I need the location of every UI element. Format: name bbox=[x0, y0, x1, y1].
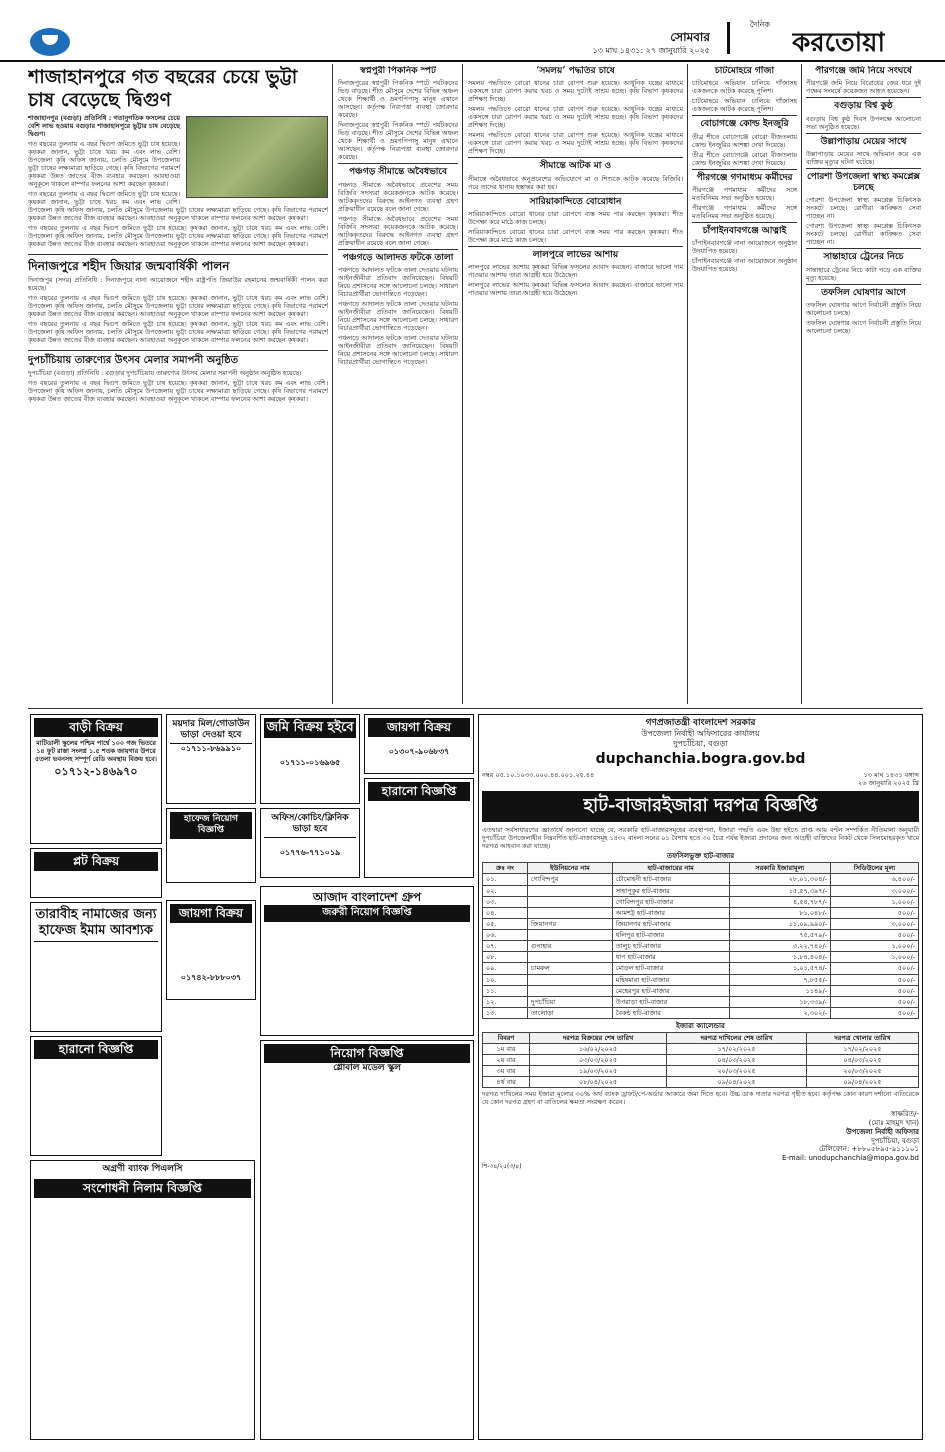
sched-cell: ০৯/০৪/২০২৫ bbox=[806, 1077, 918, 1088]
ad-mill-phone: ০১৭১১-৮৬৯৯১০ bbox=[180, 743, 242, 753]
lead-dateline: শাজাহানপুর (বগুড়া) প্রতিনিধি : গতানুগতিক ফসলের চেয়ে বেশি লাভ হওয়ায় বগুড়ার শাজাহানপুরে ভুট্টার চাষ বেড়েছে দ্বিগুণ। bbox=[28, 113, 180, 138]
sign-label: স্বাক্ষরিত/- bbox=[891, 1110, 919, 1119]
chapai-body: চাঁপাইনবাবগঞ্জে নানা আয়োজনে অনুষ্ঠান উদযাপিত হয়েছে। bbox=[692, 239, 797, 255]
ad-house-title: বাড়ী বিক্রয় bbox=[34, 718, 158, 737]
sched-cell: ২০/০৩/২০২৫ bbox=[667, 1066, 807, 1077]
ullapara-body: উল্লাপাড়ায় মেয়ের সাথে অভিমান করে এক ব্যক্তির মৃত্যুর ঘটনা ঘটেছে। bbox=[806, 149, 921, 166]
tender-place: দুপচাঁচিয়া, বগুড়া bbox=[673, 739, 728, 749]
tender-cell-hat: গোবিন্দপুর হাট-বাজার bbox=[612, 896, 729, 907]
tender-cell-price: ১৫,৫৭,৩৯৭/- bbox=[729, 885, 830, 896]
sched-row bbox=[483, 1055, 919, 1066]
pirganj-clash-body: পীরগঞ্জে জমি নিয়ে বিরোধের জের ধরে দুই পক্ষের সংঘর্ষে কয়েকজন আহত হয়েছেন। bbox=[806, 79, 921, 96]
tender-cell-price: ২৮,০১,৩০৪/- bbox=[729, 874, 830, 885]
tender-cell-hat: আমশট্ট হাট-বাজার bbox=[612, 907, 729, 918]
schedule-body: তফসিল ঘোষণার আগে নির্বাচনী প্রস্তুতি নিয়ে আলোচনা চলছে। bbox=[806, 300, 921, 317]
sign-place: দুপচাঁচিয়া, বগুড়া bbox=[871, 1136, 919, 1145]
tender-cell-sl: ০৬. bbox=[483, 930, 528, 941]
sched-cell: ০৪/০৩/২০২৫ bbox=[667, 1055, 807, 1066]
ad-plot-2-title: জায়গা বিক্রয় bbox=[368, 718, 470, 737]
panchagarh-headline: পঞ্চগড় সীমান্তে অবৈধভাবে bbox=[338, 163, 458, 178]
tender-cell-price: ১১৪৯/- bbox=[729, 985, 830, 996]
sched-cell: ১৭/০২/২০২৫ bbox=[806, 1043, 918, 1054]
tender-cell-sl: ০৪. bbox=[483, 907, 528, 918]
issue-day: সোমবার bbox=[670, 30, 710, 44]
ad-plot-2-phone: ০১৩০৭-৯০৬৮৩৭ bbox=[388, 747, 450, 756]
col-fee: সিডিউলের মূল্য bbox=[831, 863, 919, 874]
sched-head: ইজারা ক্যালেন্ডার bbox=[676, 1022, 725, 1030]
santahar-body: সান্তাহারে ট্রেনের নিচে কাটা পড়ে এক ব্যক্তির মৃত্যু হয়েছে। bbox=[806, 265, 921, 282]
tender-cell-sl: ১০. bbox=[483, 974, 528, 985]
bochaganj-body: তীব্র শীতে বোচাগঞ্জে বোরো বীজতলায় কোল্ড ইনজুরির আশঙ্কা দেখা দিয়েছে। bbox=[692, 132, 797, 149]
pirganj-clash-headline: পীরগঞ্জে জমি নিয়ে সংঘর্ষে bbox=[815, 66, 912, 76]
court-body-3: পঞ্চগড়ে আদালত ফটকে তালা দেওয়ার ঘটনায় আইনজীবীরা প্রতিবাদ জানিয়েছেন। বিষয়টি নিয়ে প্রশাসনের সঙ্গে আলোচনা চলছে। সাধারণ বিচারপ্রার্থীরা ভোগান্তিতে পড়েছেন। bbox=[338, 333, 458, 366]
ad-lost-1 bbox=[30, 1036, 162, 1156]
sched-row bbox=[483, 1066, 919, 1077]
tender-cell-union bbox=[528, 907, 613, 918]
ad-land-2-phone: ০১৭৪২-৮৮৮০৩৭ bbox=[180, 973, 242, 982]
tender-cell-fee: ৫০০/- bbox=[831, 996, 919, 1007]
column-rule bbox=[332, 64, 333, 704]
col-hat: হাট-বাজারের নাম bbox=[612, 863, 729, 874]
tender-cell-union bbox=[528, 885, 613, 896]
tender-cell-sl: ০৭. bbox=[483, 941, 528, 952]
tender-cell-price: ৭,৮৫৫/- bbox=[729, 974, 830, 985]
sched-table bbox=[482, 1032, 919, 1089]
tender-cell-price: ১১,০৯,৯৯০/- bbox=[729, 918, 830, 929]
ad-office-title: অফিস/কোচিং/ক্লিনিক ভাড়া হবে bbox=[264, 812, 356, 838]
tender-cell-price: ২,৩০২/- bbox=[729, 1007, 830, 1018]
column-2 bbox=[338, 66, 458, 706]
col-union: ইউনিয়নের নাম bbox=[528, 863, 613, 874]
tender-cell-union bbox=[528, 974, 613, 985]
ad-azad-subtitle: জরুরী নিয়োগ বিজ্ঞপ্তি bbox=[264, 905, 470, 922]
tender-cell-hat: মোড়ল হাট-বাজার bbox=[612, 963, 729, 974]
sched-cell: ০৮/০৪/২০২৫ bbox=[530, 1077, 667, 1088]
tender-ref: শি-৩৪/২৫(৩/৪) bbox=[482, 1162, 522, 1170]
porsha-body: পোরশা উপজেলা স্বাস্থ্য কমপ্লেক্স চিকিৎসক সংকটে চলছে। রোগীরা কাঙ্ক্ষিত সেবা পাচ্ছেন না। bbox=[806, 196, 921, 221]
tender-cell-hat: চৌমোহনী হাট-বাজার bbox=[612, 874, 729, 885]
column-rule bbox=[462, 64, 463, 704]
tender-cell-union bbox=[528, 930, 613, 941]
column-3 bbox=[468, 66, 683, 706]
sched-row bbox=[483, 1043, 919, 1054]
ad-tarabih bbox=[30, 902, 162, 1032]
pirganj-media-headline: পীরগঞ্জে গণমাধ্যম কর্মীদের bbox=[692, 169, 797, 184]
tender-cell-sl: ০২. bbox=[483, 885, 528, 896]
tender-website: dupchanchia.bogra.gov.bd bbox=[595, 751, 806, 768]
column-rule bbox=[687, 64, 688, 704]
tender-cell-fee: ৬,৪০০/- bbox=[831, 874, 919, 885]
sign-phone: টেলিফোন: +৮৮০৫৮৯৫-৯১১১০১ bbox=[818, 1145, 919, 1154]
dupchanchia-headline: দুপচাঁচিয়ায় তারুণ্যের উৎসব মেলার সমাপনী অনুষ্ঠিত bbox=[28, 354, 239, 366]
somoloy-body-2: সমলয় পদ্ধতিতে বোরো ধানের চারা রোপণ শুরু হয়েছে। আধুনিক যন্ত্রের মাধ্যমে একসঙ্গে চারা রোপণ করায় খরচ ও সময় দুটোই সাশ্রয় হচ্ছে। কৃষি বিভাগ কৃষকদের প্রশিক্ষণ দিচ্ছে। bbox=[468, 105, 683, 130]
dinajpur-headline: দিনাজপুরে শহীদ জিয়ার জন্মবার্ষিকী পালন bbox=[28, 258, 230, 273]
col-sl: ক্রঃ নং bbox=[483, 863, 528, 874]
tender-cell-sl: ০৫. bbox=[483, 918, 528, 929]
tender-cell-hat: সাহাপুকুর হাট-বাজার bbox=[612, 885, 729, 896]
lead-body: গত বছরের তুলনায় এ বছর দ্বিগুণ জমিতে ভুট্টা চাষ হয়েছে। কৃষকরা জানান, ভুট্টা চাষে খরচ কম এবং লাভ বেশি। উপজেলা কৃষি অফিস জানায়, চলতি মৌসুমে উপজেলায় ভুট্টা চাষের লক্ষ্যমাত্রা ছাড়িয়ে গেছে। কৃষি বিভাগের পরামর্শে কৃষকরা উন্নত জাতের বীজ ব্যবহার করছেন। আবহাওয়া অনুকূলে থাকলে বাম্পার ফলনের আশা করছেন কৃষকরা। bbox=[28, 139, 180, 188]
ad-agrani-bank bbox=[30, 1160, 255, 1440]
column-5 bbox=[806, 66, 921, 706]
tender-row bbox=[483, 1007, 919, 1018]
picnic-body-2: দিনাজপুরের স্বপ্নপুরী পিকনিক স্পটে পর্যটকদের ভিড় বাড়ছে। শীত মৌসুমে দেশের বিভিন্ন অঞ্চল থেকে শিক্ষার্থী ও ভ্রমণপিপাসু মানুষ এখানে আসছেন। কর্তৃপক্ষ নিরাপত্তা ব্যবস্থা জোরদার করেছে। bbox=[338, 121, 458, 162]
paper-logo-icon bbox=[30, 28, 70, 56]
tender-signature bbox=[482, 1110, 919, 1163]
sign-title: উপজেলা নির্বাহী অফিসার bbox=[846, 1127, 919, 1136]
chapai-body-2: চাঁপাইনবাবগঞ্জে নানা আয়োজনে অনুষ্ঠান উদযাপিত হয়েছে। bbox=[692, 257, 797, 273]
ad-mill-title: ময়দার মিল/গোডাউন ভাড়া দেওয়া হবে bbox=[170, 718, 252, 744]
ad-land-sale-2 bbox=[166, 900, 256, 1000]
tender-cell-union: গুনাহার bbox=[528, 941, 613, 952]
tender-cell-fee: ৫০০/- bbox=[831, 974, 919, 985]
column-4 bbox=[692, 66, 797, 706]
panchagarh-body: পঞ্চগড় সীমান্তে অবৈধভাবে প্রবেশের সময় বিজিবি সদস্যরা কয়েকজনকে আটক করেছে। আটককৃতদের বিরুদ্ধে আইনগত ব্যবস্থা গ্রহণ প্রক্রিয়াধীন রয়েছে বলে জানা গেছে। bbox=[338, 180, 458, 213]
schedule-headline: তফসিল ঘোষণার আগে bbox=[806, 284, 921, 299]
masthead bbox=[0, 0, 945, 62]
tender-date-2: ২৬ জানুয়ারি ২০২৫ খ্রি bbox=[858, 778, 919, 787]
lead-headline: শাজাহানপুরে গত বছরের চেয়ে ভুট্টা চাষ বেড়েছে দ্বিগুণ bbox=[28, 66, 298, 111]
sched-col: দরপত্র খোলার তারিখ bbox=[806, 1032, 918, 1043]
chapai-headline: চাঁপাইনবাবগঞ্জে আত্নাই bbox=[692, 222, 797, 237]
tender-cell-union: গোবিন্দপুর bbox=[528, 874, 613, 885]
ullapara-headline: উল্লাপাড়ায় মেয়ের সাথে bbox=[806, 133, 921, 148]
picnic-headline: স্বপ্নপুরী পিকনিক স্পট bbox=[360, 66, 436, 76]
tender-cell-hat: ধাপ হাট-বাজার bbox=[612, 952, 729, 963]
tender-cell-price: ৪,৫৪,৭৮৭/- bbox=[729, 896, 830, 907]
ad-land-title: জমি বিক্রয় হইবে bbox=[264, 718, 356, 738]
sched-cell: ০৪/০৩/২০২৫ bbox=[806, 1055, 918, 1066]
tender-cell-fee: ৩,০০০/- bbox=[831, 918, 919, 929]
dupchanchia-body: দুপচাঁচিয়া (বগুড়া) প্রতিনিধি : বগুড়ার দুপচাঁচিয়ায় তারুণ্যের উৎসব মেলার সমাপনী অনুষ্ঠান অনুষ্ঠিত হয়েছে। bbox=[28, 369, 302, 378]
sariakandi-body: সারিয়াকান্দিতে বোরো ধানের চারা রোপণে ব্যস্ত সময় পার করছেন কৃষকরা। শীত উপেক্ষা করে মাঠে কাজ চলছে। bbox=[468, 209, 683, 226]
ad-house-body: মাটিডালী স্কুলের পশ্চিম পার্শ্বে ১০০ গজ ভিতরে ১৪ ফুট রাস্তা সংলগ্ন ১.৫ শতক জায়গার উপরে ৫তলা ভবনসহ সম্পূর্ণ রেডি অবস্থায় বিক্রয় হবে। bbox=[35, 739, 157, 763]
tender-cell-price: ১,০১,৫৭৪/- bbox=[729, 963, 830, 974]
sched-cell: ১৬/০২/২০২৫ bbox=[530, 1043, 667, 1054]
ad-plot-sale bbox=[30, 848, 162, 898]
ad-mill-rent bbox=[166, 714, 256, 804]
tender-cell-sl: ০১. bbox=[483, 874, 528, 885]
chatmohar-body: চাটমোহরে অভিযান চালিয়ে গাঁজাসহ একজনকে আটক করেছে পুলিশ। bbox=[692, 79, 797, 96]
tender-table bbox=[482, 862, 919, 1019]
ads-divider bbox=[28, 708, 923, 709]
ad-plot-title: প্লট বিক্রয় bbox=[34, 852, 158, 871]
ad-azad-group bbox=[260, 886, 474, 1036]
ad-lost-1-title: হারানো বিজ্ঞপ্তি bbox=[34, 1040, 158, 1059]
tender-cell-price: ৭৫,৫৭৯/- bbox=[729, 930, 830, 941]
sariakandi-headline: সারিয়াকান্দিতে বোরোধান bbox=[468, 193, 683, 208]
tender-notice bbox=[478, 714, 923, 1440]
tender-cell-union bbox=[528, 985, 613, 996]
lalpur-body: লালপুরে লাভের আশায় কৃষকরা বিভিন্ন ফসলের আবাদ করছেন। বাজারে ভালো দাম পাওয়ার আশায় তারা আগ্রহী হয়ে উঠেছেন। bbox=[468, 263, 683, 279]
tender-cell-hat: উপরাড়া হাট-বাজার bbox=[612, 996, 729, 1007]
tender-cell-fee: ১,০০০/- bbox=[831, 952, 919, 963]
tender-cell-sl: ১২. bbox=[483, 996, 528, 1007]
tender-schedule-label: তফসিলভুক্ত হাট-বাজার bbox=[666, 851, 735, 860]
tender-cell-union: চামরুল bbox=[528, 963, 613, 974]
lalpur-body-2: লালপুরে লাভের আশায় কৃষকরা বিভিন্ন ফসলের আবাদ করছেন। বাজারে ভালো দাম পাওয়ার আশায় তারা আগ্রহী হয়ে উঠেছেন। bbox=[468, 281, 683, 297]
chatmohar-body-2: চাটমোহরে অভিযান চালিয়ে গাঁজাসহ একজনকে আটক করেছে পুলিশ। bbox=[692, 97, 797, 114]
ad-lost-2 bbox=[364, 778, 474, 878]
tender-row bbox=[483, 918, 919, 929]
tender-cell-fee: ৫০০/- bbox=[831, 907, 919, 918]
tender-cell-hat: ধলিপুর হাট-বাজার bbox=[612, 930, 729, 941]
sched-cell: ২য় বার bbox=[483, 1055, 530, 1066]
tender-cell-hat: বৈকন্ঠ হাট-বাজার bbox=[612, 1007, 729, 1018]
lead-body-3: গত বছরের তুলনায় এ বছর দ্বিগুণ জমিতে ভুট্টা চাষ হয়েছে। কৃষকরা জানান, ভুট্টা চাষে খরচ কম এবং লাভ বেশি। উপজেলা কৃষি অফিস জানায়, চলতি মৌসুমে উপজেলায় ভুট্টা চাষের লক্ষ্যমাত্রা ছাড়িয়ে গেছে। কৃষি বিভাগের পরামর্শে কৃষকরা উন্নত জাতের বীজ ব্যবহার করছেন। আবহাওয়া অনুকূলে থাকলে বাম্পার ফলনের আশা করছেন কৃষকরা। bbox=[28, 223, 328, 248]
ad-land-phone: ০১৭১১-০১৬৯৬৫ bbox=[279, 758, 341, 768]
picnic-body: দিনাজপুরের স্বপ্নপুরী পিকনিক স্পটে পর্যটকদের ভিড় বাড়ছে। শীত মৌসুমে দেশের বিভিন্ন অঞ্চল থেকে শিক্ষার্থী ও ভ্রমণপিপাসু মানুষ এখানে আসছেন। কর্তৃপক্ষ নিরাপত্তা ব্যবস্থা জোরদার করেছে। bbox=[338, 79, 458, 120]
issue-date: ১৩ মাঘ ১৪৩১: ২৭ জানুয়ারি ২০২৫ bbox=[592, 46, 710, 55]
sched-col: দরপত্র বিক্রয়ের শেষ তারিখ bbox=[530, 1032, 667, 1043]
tender-cell-fee: ১,০০০/- bbox=[831, 896, 919, 907]
tender-cell-fee: ১,০০০/- bbox=[831, 941, 919, 952]
border-arrest-headline: সীমান্তে আটক মা ও bbox=[468, 157, 683, 172]
tender-footer: দরপত্র দাখিলের সময় ইজারা মূল্যের ৩০% অর্থ ব্যাংক ড্রাফট/পে-অর্ডার আকারে জমা দিতে হবে। উচ্চ ডাক দাতার দরপত্র গৃহীত হবে। কর্তৃপক্ষ কোন কারণ দর্শানো ব্যতিরেকে যে কোন দরপত্র গ্রহণ বা বাতিলের ক্ষমতা সংরক্ষণ করেন। bbox=[482, 1090, 919, 1107]
brand-prefix: দৈনিক bbox=[749, 20, 770, 29]
tender-cell-sl: ১৩. bbox=[483, 1007, 528, 1018]
tender-cell-sl: ১১. bbox=[483, 985, 528, 996]
tender-title: হাট-বাজারইজারা দরপত্র বিজ্ঞপ্তি bbox=[482, 791, 919, 822]
bochaganj-headline: বোচাগঞ্জে কোল্ড ইনজুরি bbox=[692, 115, 797, 130]
ad-recruit-school: গ্লোবাল মডেল স্কুল bbox=[333, 1063, 401, 1073]
ad-plot-sale-2 bbox=[364, 714, 474, 774]
tender-cell-hat: জিয়ানগর হাট-বাজার bbox=[612, 918, 729, 929]
lead-story bbox=[28, 66, 328, 626]
ad-recruit-title: নিয়োগ বিজ্ঞপ্তি bbox=[264, 1044, 470, 1063]
leprosy-body: বগুড়ায় বিশ্ব কুষ্ঠ দিবস উপলক্ষে আলোচনা সভা অনুষ্ঠিত হয়েছে। bbox=[806, 114, 921, 131]
column-rule bbox=[801, 64, 802, 704]
porsha-body-2: পোরশা উপজেলা স্বাস্থ্য কমপ্লেক্স চিকিৎসক সংকটে চলছে। রোগীরা কাঙ্ক্ষিত সেবা পাচ্ছেন না। bbox=[806, 222, 921, 247]
ad-lost-2-title: হারানো বিজ্ঞপ্তি bbox=[368, 782, 470, 801]
sign-email: E-mail: unodupchanchia@mopa.gov.bd bbox=[781, 1154, 919, 1163]
tender-row bbox=[483, 974, 919, 985]
ad-tarabih-title: তারাবীহ নামাজের জন্য হাফেজ ইমাম আবশ্যক bbox=[34, 906, 158, 942]
sched-cell: ৪র্থ বার bbox=[483, 1077, 530, 1088]
tender-row bbox=[483, 896, 919, 907]
tender-cell-union: তালোড়া bbox=[528, 1007, 613, 1018]
brand-name: করতোয়া bbox=[792, 28, 885, 58]
ad-house-phone: ০১৭১২-১৪৬৯৭০ bbox=[54, 765, 138, 778]
ad-recruitment bbox=[260, 1040, 474, 1440]
dinajpur-body-3: গত বছরের তুলনায় এ বছর দ্বিগুণ জমিতে ভুট্টা চাষ হয়েছে। কৃষকরা জানান, ভুট্টা চাষে খরচ কম এবং লাভ বেশি। উপজেলা কৃষি অফিস জানায়, চলতি মৌসুমে উপজেলায় ভুট্টা চাষের লক্ষ্যমাত্রা ছাড়িয়ে গেছে। কৃষি বিভাগের পরামর্শে কৃষকরা উন্নত জাতের বীজ ব্যবহার করছেন। আবহাওয়া অনুকূলে থাকলে বাম্পার ফলনের আশা করছেন কৃষকরা। bbox=[28, 319, 328, 344]
sched-col: দরপত্র দাখিলের শেষ তারিখ bbox=[667, 1032, 807, 1043]
tender-cell-fee: ৫০০/- bbox=[831, 1007, 919, 1018]
ad-auction-title: সংশোধনী নিলাম বিজ্ঞপ্তি bbox=[34, 1179, 251, 1198]
tender-office: উপজেলা নির্বাহী অফিসারের কার্যালয় bbox=[641, 729, 760, 739]
tender-intro: এতদ্বারা সর্বসাধারণের জ্ঞাতার্থে জানানো যাচ্ছে যে, সরকারি হাট-বাজারসমূহের ব্যবস্থাপনা, ইজারা পদ্ধতি এবং উহা হইতে প্রাপ্ত আয় বণ্টন সম্পর্কিত নীতিমালা অনুযায়ী দুপচাঁচিয়া উপজেলাধীন নিম্নবর্ণিত হাট-বাজারসমূহ ১৪৩২ বাংলা সনের ০১ বৈশাখ হতে ৩০ চৈত্র পর্যন্ত ইজারা প্রদানের জন্য আগ্রহী ব্যক্তিদের নিকট থেকে সিলমোহরকৃত খামে দরপত্র আহবান করা যাচ্ছে। bbox=[482, 825, 919, 850]
tender-cell-hat: তালুচ হাট-বাজার bbox=[612, 941, 729, 952]
lead-photo bbox=[186, 116, 328, 198]
sched-row bbox=[483, 1077, 919, 1088]
sched-cell: ৩য় বার bbox=[483, 1066, 530, 1077]
tender-cell-union bbox=[528, 896, 613, 907]
border-arrest-body: সীমান্তে অবৈধভাবে অনুপ্রবেশের অভিযোগে মা ও শিশুকে আটক করেছে বিজিবি। পরে তাদের থানায় হস্তান্তর করা হয়। bbox=[468, 174, 683, 191]
col-price: সরকারি ইজারামূল্য bbox=[729, 863, 830, 874]
somoloy-body-3: সমলয় পদ্ধতিতে বোরো ধানের চারা রোপণ শুরু হয়েছে। আধুনিক যন্ত্রের মাধ্যমে একসঙ্গে চারা রোপণ করায় খরচ ও সময় দুটোই সাশ্রয় হচ্ছে। কৃষি বিভাগ কৃষকদের প্রশিক্ষণ দিচ্ছে। bbox=[468, 131, 683, 156]
ad-office-rent bbox=[260, 808, 360, 878]
ad-land-sale bbox=[260, 714, 360, 804]
ad-hafez bbox=[166, 808, 256, 883]
tender-row bbox=[483, 907, 919, 918]
tender-cell-price: ৮১,০৪৮/- bbox=[729, 907, 830, 918]
porsha-headline: পোরশা উপজেলা স্বাস্থ্য কমপ্লেক্স চলছে bbox=[806, 168, 921, 195]
tender-cell-fee: ৩,০০০/- bbox=[831, 885, 919, 896]
tender-row bbox=[483, 885, 919, 896]
tender-cell-sl: ০৯. bbox=[483, 963, 528, 974]
tender-gov: গণপ্রজাতন্ত্রী বাংলাদেশ সরকার bbox=[645, 718, 756, 728]
tender-row bbox=[483, 996, 919, 1007]
tender-cell-union: দুপচাঁচিয়া bbox=[528, 996, 613, 1007]
ad-agrani-title: অগ্রণী ব্যাংক পিএলসি bbox=[102, 1164, 183, 1174]
tender-cell-fee: ৫০০/- bbox=[831, 985, 919, 996]
ad-azad-title: আজাদ বাংলাদেশ গ্রুপ bbox=[312, 890, 422, 904]
court-headline: পঞ্চগড়ে আলাদত ফটকে তালা bbox=[338, 249, 458, 264]
sched-cell: ১৭/০২/২০২৫ bbox=[667, 1043, 807, 1054]
schedule-body-2: তফসিল ঘোষণার আগে নির্বাচনী প্রস্তুতি নিয়ে আলোচনা চলছে। bbox=[806, 318, 921, 335]
tender-cell-union: জিয়ানগর bbox=[528, 918, 613, 929]
tender-row bbox=[483, 963, 919, 974]
tender-row bbox=[483, 941, 919, 952]
dinajpur-body: দিনাজপুর (সদর) প্রতিনিধি : দিনাজপুরে নানা আয়োজনে শহীদ রাষ্ট্রপতি জিয়াউর রহমানের জন্মবার্ষিকী পালন করা হয়েছে। bbox=[28, 275, 328, 292]
sched-cell: ০৯/০৪/২০২৫ bbox=[667, 1077, 807, 1088]
lalpur-headline: লালপুরে লাভের আশায় bbox=[468, 246, 683, 261]
tender-cell-sl: ০৮. bbox=[483, 952, 528, 963]
dupchanchia-body-2: গত বছরের তুলনায় এ বছর দ্বিগুণ জমিতে ভুট্টা চাষ হয়েছে। কৃষকরা জানান, ভুট্টা চাষে খরচ কম এবং লাভ বেশি। উপজেলা কৃষি অফিস জানায়, চলতি মৌসুমে উপজেলায় ভুট্টা চাষের লক্ষ্যমাত্রা ছাড়িয়ে গেছে। কৃষি বিভাগের পরামর্শে কৃষকরা উন্নত জাতের বীজ ব্যবহার করছেন। আবহাওয়া অনুকূলে থাকলে বাম্পার ফলনের আশা করছেন কৃষকরা। bbox=[28, 379, 328, 404]
court-body-2: পঞ্চগড়ে আদালত ফটকে তালা দেওয়ার ঘটনায় আইনজীবীরা প্রতিবাদ জানিয়েছেন। বিষয়টি নিয়ে প্রশাসনের সঙ্গে আলোচনা চলছে। সাধারণ বিচারপ্রার্থীরা ভোগান্তিতে পড়েছেন। bbox=[338, 299, 458, 332]
tender-row bbox=[483, 952, 919, 963]
lead-body-2: গত বছরের তুলনায় এ বছর দ্বিগুণ জমিতে ভুট্টা চাষ হয়েছে। কৃষকরা জানান, ভুট্টা চাষে খরচ কম এবং লাভ বেশি। উপজেলা কৃষি অফিস জানায়, চলতি মৌসুমে উপজেলায় ভুট্টা চাষের লক্ষ্যমাত্রা ছাড়িয়ে গেছে। কৃষি বিভাগের পরামর্শে কৃষকরা উন্নত জাতের বীজ ব্যবহার করছেন। আবহাওয়া অনুকূলে থাকলে বাম্পার ফলনের আশা করছেন কৃষকরা। bbox=[28, 189, 328, 222]
ad-hafez-title: হাফেজ নিয়োগ বিজ্ঞপ্তি bbox=[170, 812, 252, 839]
pirganj-media-body-2: পীরগঞ্জে গণমাধ্যম কর্মীদের সঙ্গে মতবিনিময় সভা অনুষ্ঠিত হয়েছে। bbox=[692, 203, 797, 220]
tender-row bbox=[483, 985, 919, 996]
tender-row bbox=[483, 874, 919, 885]
ad-office-phone: ০১৭৭৬-৭৭১০১৯ bbox=[279, 847, 341, 857]
ad-land-2-title: জায়গা বিক্রয় bbox=[170, 904, 252, 923]
tender-memo-row bbox=[482, 771, 919, 787]
tender-cell-hat: মহিষমারা হাট-বাজার bbox=[612, 974, 729, 985]
somoloy-headline: ‘সমলয়’ পদ্ধতির চাষে bbox=[536, 66, 615, 76]
masthead-divider bbox=[727, 22, 730, 54]
sched-cell: ০৩/০৩/২০২৫ bbox=[530, 1055, 667, 1066]
sched-cell: ১৯/০৩/২০২৫ bbox=[530, 1066, 667, 1077]
court-body: পঞ্চগড়ে আদালত ফটকে তালা দেওয়ার ঘটনায় আইনজীবীরা প্রতিবাদ জানিয়েছেন। বিষয়টি নিয়ে প্রশাসনের সঙ্গে আলোচনা চলছে। সাধারণ বিচারপ্রার্থীরা ভোগান্তিতে পড়েছেন। bbox=[338, 265, 458, 298]
sign-name: (মোঃ মাহমুদ খান) bbox=[868, 1119, 919, 1128]
tender-row bbox=[483, 930, 919, 941]
santahar-headline: সান্তাহারে ট্রেনের নিচে bbox=[806, 248, 921, 263]
tender-date-1: ১৩ মাঘ ১৪৩১ বঙ্গাব্দ bbox=[863, 770, 919, 779]
sariakandi-body-2: সারিয়াকান্দিতে বোরো ধানের চারা রোপণে ব্যস্ত সময় পার করছেন কৃষকরা। শীত উপেক্ষা করে মাঠে কাজ চলছে। bbox=[468, 227, 683, 244]
panchagarh-body-2: পঞ্চগড় সীমান্তে অবৈধভাবে প্রবেশের সময় বিজিবি সদস্যরা কয়েকজনকে আটক করেছে। আটককৃতদের বিরুদ্ধে আইনগত ব্যবস্থা গ্রহণ প্রক্রিয়াধীন রয়েছে বলে জানা গেছে। bbox=[338, 214, 458, 247]
sched-cell: ২০/০৩/২০২৫ bbox=[806, 1066, 918, 1077]
tender-memo: নম্বর ০৫.১০.১০৩৩.০০০.৪৪.০০১.২৫.৪৪ bbox=[482, 770, 595, 779]
chatmohar-headline: চাটমোহরে গাঁজা bbox=[714, 66, 775, 76]
tender-cell-price: ১৮,৩৩৯/- bbox=[729, 996, 830, 1007]
tender-cell-price: ১,৮৪,৪০৪/- bbox=[729, 952, 830, 963]
tender-cell-fee: ৫০০/- bbox=[831, 963, 919, 974]
ad-house-sale bbox=[30, 714, 162, 844]
tender-cell-sl: ০৩. bbox=[483, 896, 528, 907]
dinajpur-body-2: গত বছরের তুলনায় এ বছর দ্বিগুণ জমিতে ভুট্টা চাষ হয়েছে। কৃষকরা জানান, ভুট্টা চাষে খরচ কম এবং লাভ বেশি। উপজেলা কৃষি অফিস জানায়, চলতি মৌসুমে উপজেলায় ভুট্টা চাষের লক্ষ্যমাত্রা ছাড়িয়ে গেছে। কৃষি বিভাগের পরামর্শে কৃষকরা উন্নত জাতের বীজ ব্যবহার করছেন। আবহাওয়া অনুকূলে থাকলে বাম্পার ফলনের আশা করছেন কৃষকরা। bbox=[28, 293, 328, 318]
tender-cell-fee: ৫০০/- bbox=[831, 930, 919, 941]
tender-cell-hat: মেহেরপুর হাট-বাজার bbox=[612, 985, 729, 996]
pirganj-media-body: পীরগঞ্জে গণমাধ্যম কর্মীদের সঙ্গে মতবিনিময় সভা অনুষ্ঠিত হয়েছে। bbox=[692, 185, 797, 202]
bochaganj-body-2: তীব্র শীতে বোচাগঞ্জে বোরো বীজতলায় কোল্ড ইনজুরির আশঙ্কা দেখা দিয়েছে। bbox=[692, 150, 797, 167]
sched-col: বিবরণ bbox=[483, 1032, 530, 1043]
sched-cell: ১ম বার bbox=[483, 1043, 530, 1054]
somoloy-body: সমলয় পদ্ধতিতে বোরো ধানের চারা রোপণ শুরু হয়েছে। আধুনিক যন্ত্রের মাধ্যমে একসঙ্গে চারা রোপণ করায় খরচ ও সময় দুটোই সাশ্রয় হচ্ছে। কৃষি বিভাগ কৃষকদের প্রশিক্ষণ দিচ্ছে। bbox=[468, 79, 683, 104]
tender-cell-union bbox=[528, 952, 613, 963]
tender-cell-price: ৩,২২,৭৪০/- bbox=[729, 941, 830, 952]
leprosy-headline: বগুড়ায় বিশ্ব কুষ্ঠ bbox=[806, 97, 921, 112]
